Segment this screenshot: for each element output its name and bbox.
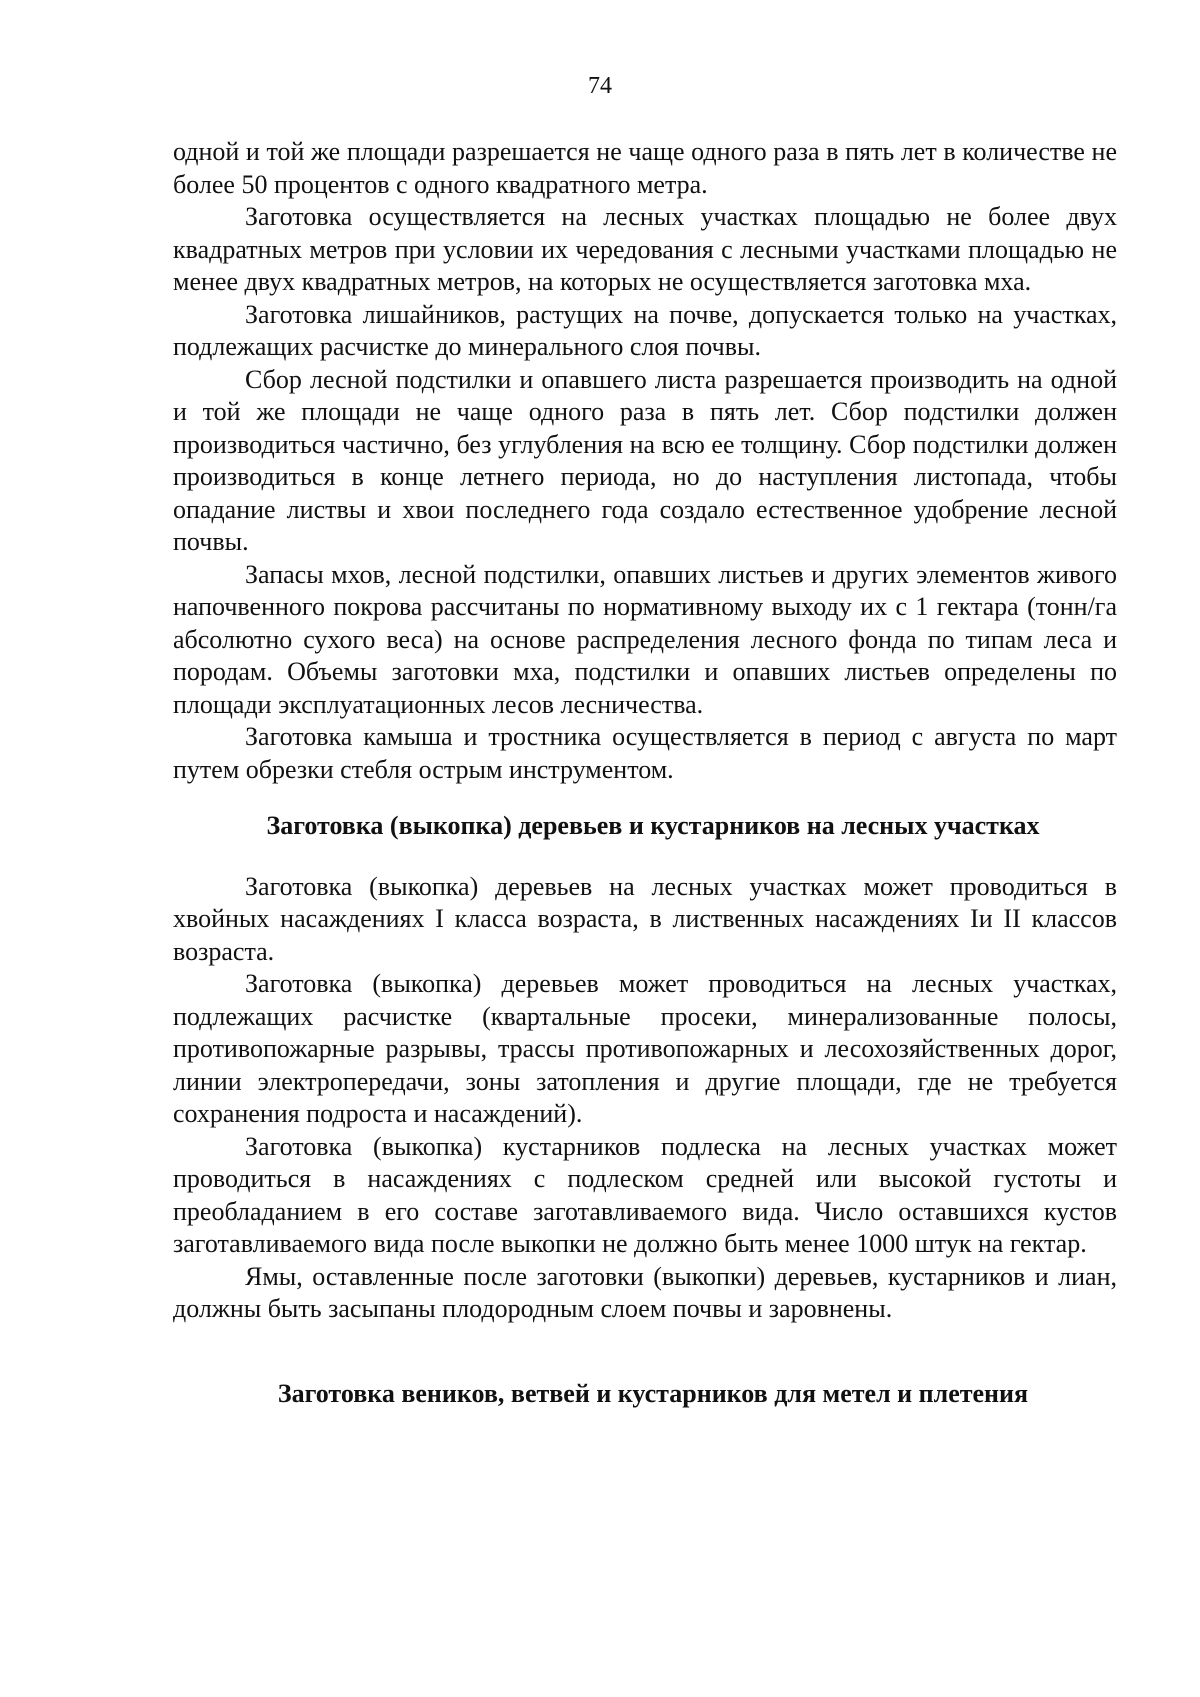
- paragraph-litter-collection: Сбор лесной подстилки и опавшего листа разрешается производить на одной и той же площади не чаще одного раза в пять лет. Сбор подстилки должен производиться частично, без углубления на всю ее толщину. Сбор подстилки должен производиться в конце летнего периода, но до наступления листопада, чтобы опадание листвы и хвои последнего года создало естественное удобрение лесной почвы.: [173, 364, 1117, 556]
- section-heading-digging: Заготовка (выкопка) деревьев и кустарников на лесных участках: [266, 811, 1040, 840]
- page-number: 74: [588, 73, 612, 99]
- section-heading-brooms: Заготовка веников, ветвей и кустарников для метел и плетения: [277, 1378, 1029, 1408]
- paragraph-digging-trees: Заготовка (выкопка) деревьев на лесных участках может проводиться в хвойных насаждениях I класса возраста, в лиственных насаждениях Iи II классов возраста.: [173, 871, 1117, 966]
- paragraph-reserves: Запасы мхов, лесной подстилки, опавших листьев и других элементов живого напочвенного покрова рассчитаны по нормативному выходу их с 1 гектара (тонн/га абсолютно сухого веса) на основе распределения лесного фонда по типам леса и породам. Объемы заготовки мха, подстилки и опавших листьев определены по площади эксплуатационных лесов лесничества.: [173, 559, 1117, 719]
- page-body: [173, 136, 1117, 1410]
- paragraph-reed: Заготовка камыша и тростника осуществляется в период с августа по март путем обрезки стебля острым инструментом.: [173, 722, 1117, 784]
- paragraph-digging-clearing: Заготовка (выкопка) деревьев может проводиться на лесных участках, подлежащих расчистке (квартальные просеки, минерализованные полосы, противопожарные разрывы, трассы противопожарных и лесохозяйственных дорог, линии электропередачи, зоны затопления и другие площади, где не требуется сохранения подроста и насаждений).: [173, 969, 1117, 1128]
- paragraph-continuation: одной и той же площади разрешается не чаще одного раза в пять лет в количестве не более 50 процентов с одного квадратного метра.: [173, 137, 1117, 199]
- paragraph-pits: Ямы, оставленные после заготовки (выкопки) деревьев, кустарников и лиан, должны быть засыпаны плодородным слоем почвы и заровнены.: [173, 1261, 1117, 1323]
- paragraph-lichens: Заготовка лишайников, растущих на почве, допускается только на участках, подлежащих расчистке до минерального слоя почвы.: [173, 299, 1117, 361]
- paragraph-digging-shrubs: Заготовка (выкопка) кустарников подлеска на лесных участках может проводиться в насаждениях с подлеском средней или высокой густоты и преобладанием в его составе заготавливаемого вида. Число оставшихся кустов заготавливаемого вида после выкопки не должно быть менее 1000 штук на гектар.: [173, 1131, 1117, 1258]
- paragraph-moss-plots: Заготовка осуществляется на лесных участках площадью не более двух квадратных метров при условии их чередования с лесными участками площадью не менее двух квадратных метров, на которых не осуществляется заготовка мха.: [173, 202, 1117, 296]
